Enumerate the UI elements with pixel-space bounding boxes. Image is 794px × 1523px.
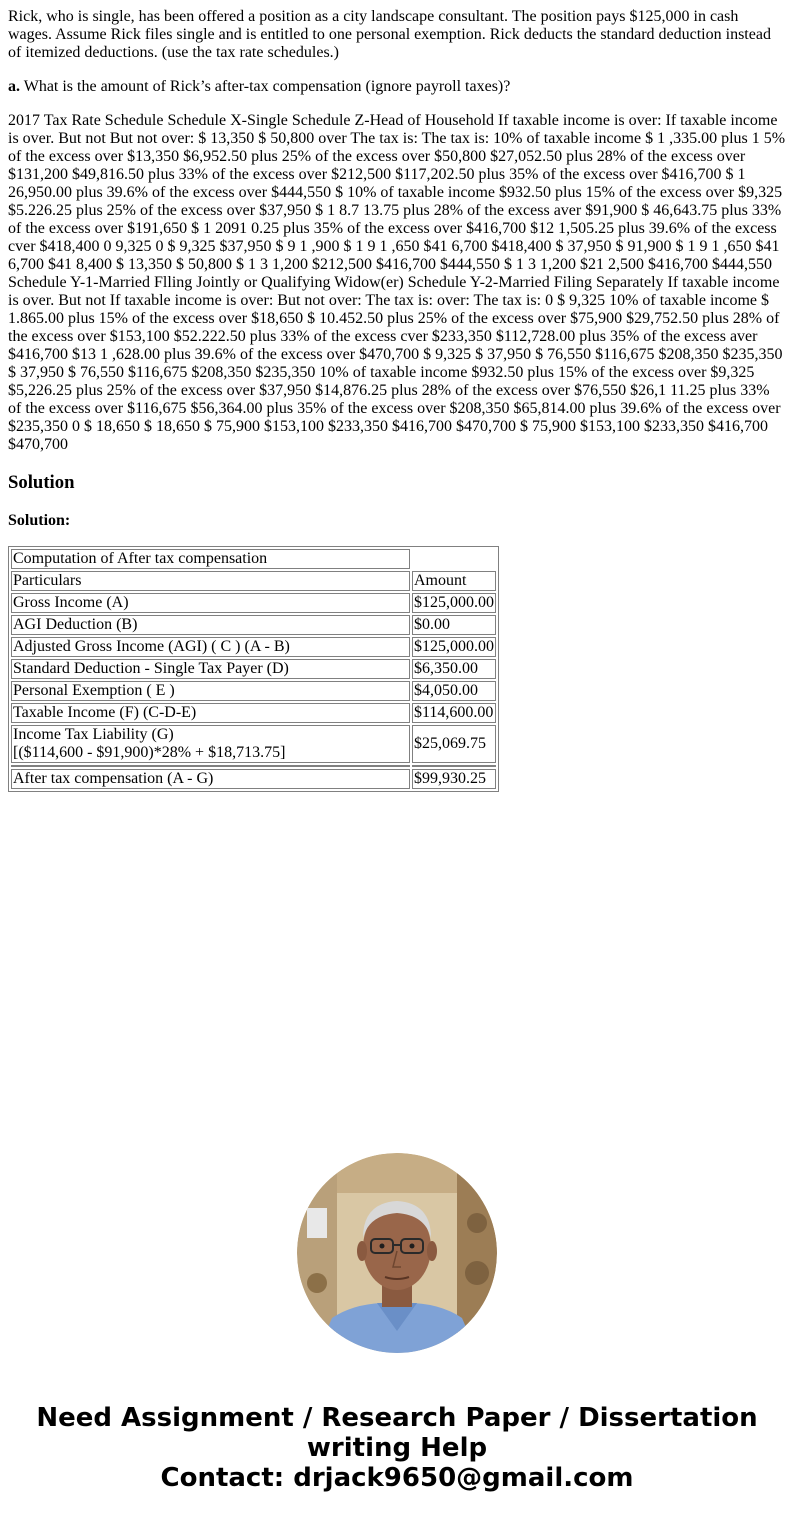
- row-amount: $4,050.00: [412, 681, 496, 701]
- table-header-row: [11, 571, 496, 591]
- tax-liability-label: [11, 725, 410, 763]
- tax-liability-amount: $25,069.75: [412, 725, 496, 763]
- table-row: [11, 615, 496, 635]
- tax-rate-schedule-text: 2017 Tax Rate Schedule Schedule X-Single Schedule Z-Head of Household If taxable income is over: If taxable income is over. But not But not over: $ 13,350 $ 50,800 over The tax is: The tax is: 10% of taxable income $ 1 ,335.00 plus 1 5% of the excess over $13,350 $6,952.50 plus 25% of the excess over $50,800 $27,052.50 plus 28% of the excess over $131,200 $49,816.50 plus 33% of the excess over $212,500 $117,202.50 plus 35% of the excess over $416,700 $ 1 26,950.00 plus 39.6% of the excess over $444,550 $ 10% of taxable income $932.50 plus 15% of the excess over $9,325 $5.226.25 plus 25% of the excess over $37,950 $ 1 8.7 13.75 plus 28% of the excess aver $91,900 $ 46,643.75 plus 33% of the excess over $191,650 $ 1 2091 0.25 plus 35% of the excess over $416,700 $12 1,505.25 plus 39.6% of the excess cver $418,400 0 9,325 0 $ 9,325 $37,950 $ 9 1 ,900 $ 1 9 1 ,650 $41 6,700 $418,400 $ 37,950 $ 91,900 $ 1 9 1 ,650 $41 6,700 $41 8,400 $ 13,350 $ 50,800 $ 1 3 1,200 $212,500 $416,700 $444,550 $ 1 3 1,200 $21 2,500 $416,700 $444,550 Schedule Y-1-Married Flling Jointly or Qualifying Widow(er) Schedule Y-2-Married Filing Separately If taxable income is over. But not If taxable income is over: But not over: The tax is: over: The tax is: 0 $ 9,325 10% of taxable income $ 1.865.00 plus 15% of the excess over $18,650 $ 10.452.50 plus 25% of the excess over $75,900 $29,752.50 plus 28% of the excess over $153,100 $52.222.50 plus 33% of the excess cver $233,350 $112,728.00 plus 35% of the excess aver $416,700 $13 1 ,628.00 plus 39.6% of the excess over $470,700 $ 9,325 $ 37,950 $ 76,550 $116,675 $208,350 $235,350 $ 37,950 $ 76,550 $116,675 $208,350 $235,350 10% of taxable income $932.50 plus 15% of the excess over $9,325 $5,226.25 plus 25% of the excess over $37,950 $14,876.25 plus 28% of the excess over $76,550 $26,1 11.25 plus 33% of the excess over $116,675 $56,364.00 plus 35% of the excess over $208,350 $65,814.00 plus 39.6% of the excess over $235,350 0 $ 18,650 $ 18,650 $ 75,900 $153,100 $233,350 $416,700 $470,700 $ 75,900 $153,100 $233,350 $416,700 $470,700: [8, 112, 786, 453]
- header-amount: Amount: [412, 571, 496, 591]
- row-amount: $125,000.00: [414, 594, 494, 611]
- spacer-cell: [412, 765, 496, 767]
- table-row: [11, 637, 496, 657]
- row-amount: $0.00: [412, 615, 496, 635]
- table-row: [11, 703, 496, 723]
- table-row: [11, 659, 496, 679]
- question-text: What is the amount of Rick’s after-tax compensation (ignore payroll taxes)?: [20, 78, 511, 95]
- table-caption-empty-cell: [412, 549, 496, 569]
- document-content: [8, 8, 786, 792]
- footer-line-2: writing Help: [306, 1433, 488, 1463]
- table-caption-row: [11, 549, 496, 569]
- row-label: Gross Income (A): [11, 593, 410, 613]
- author-avatar: [297, 1153, 497, 1353]
- row-amount: $6,350.00: [412, 659, 496, 679]
- table-row: [11, 681, 496, 701]
- footer-line-1: Need Assignment / Research Paper / Dissertation: [36, 1403, 758, 1433]
- row-label: AGI Deduction (B): [11, 615, 410, 635]
- solution-heading: Solution: [8, 472, 75, 493]
- table-row: [11, 593, 496, 613]
- after-tax-amount: $99,930.25: [412, 769, 496, 789]
- computation-table: [8, 546, 499, 792]
- promo-footer: [0, 1403, 794, 1493]
- tax-liability-row: [11, 725, 496, 763]
- problem-intro: Rick, who is single, has been offered a position as a city landscape consultant. The position pays $125,000 in cash wages. Assume Rick files single and is entitled to one personal exemption. Rick deducts the standard deduction instead of itemized deductions. (use the tax rate schedules.): [8, 8, 771, 61]
- author-photo: [297, 1153, 497, 1353]
- row-label: Standard Deduction - Single Tax Payer (D): [11, 659, 410, 679]
- after-tax-row: [11, 769, 496, 789]
- question-label: a.: [8, 78, 20, 95]
- tax-liability-title: Income Tax Liability (G): [13, 726, 174, 743]
- row-label: Personal Exemption ( E ): [11, 681, 410, 701]
- footer-contact: Contact: drjack9650@gmail.com: [160, 1463, 634, 1493]
- after-tax-label: After tax compensation (A - G): [11, 769, 410, 789]
- tax-liability-formula: [($114,600 - $91,900)*28% + $18,713.75]: [13, 744, 286, 761]
- row-amount: $114,600.00: [412, 703, 496, 723]
- row-amount: $125,000.00: [414, 638, 494, 655]
- spacer-cell: [11, 765, 410, 767]
- table-spacer-row: [11, 765, 496, 767]
- question-a: [8, 78, 786, 96]
- solution-label: Solution:: [8, 512, 71, 529]
- table-caption: Computation of After tax compensation: [11, 549, 410, 569]
- row-label: Adjusted Gross Income (AGI) ( C ) (A - B): [11, 637, 410, 657]
- header-particulars: Particulars: [11, 571, 410, 591]
- row-label: Taxable Income (F) (C-D-E): [11, 703, 410, 723]
